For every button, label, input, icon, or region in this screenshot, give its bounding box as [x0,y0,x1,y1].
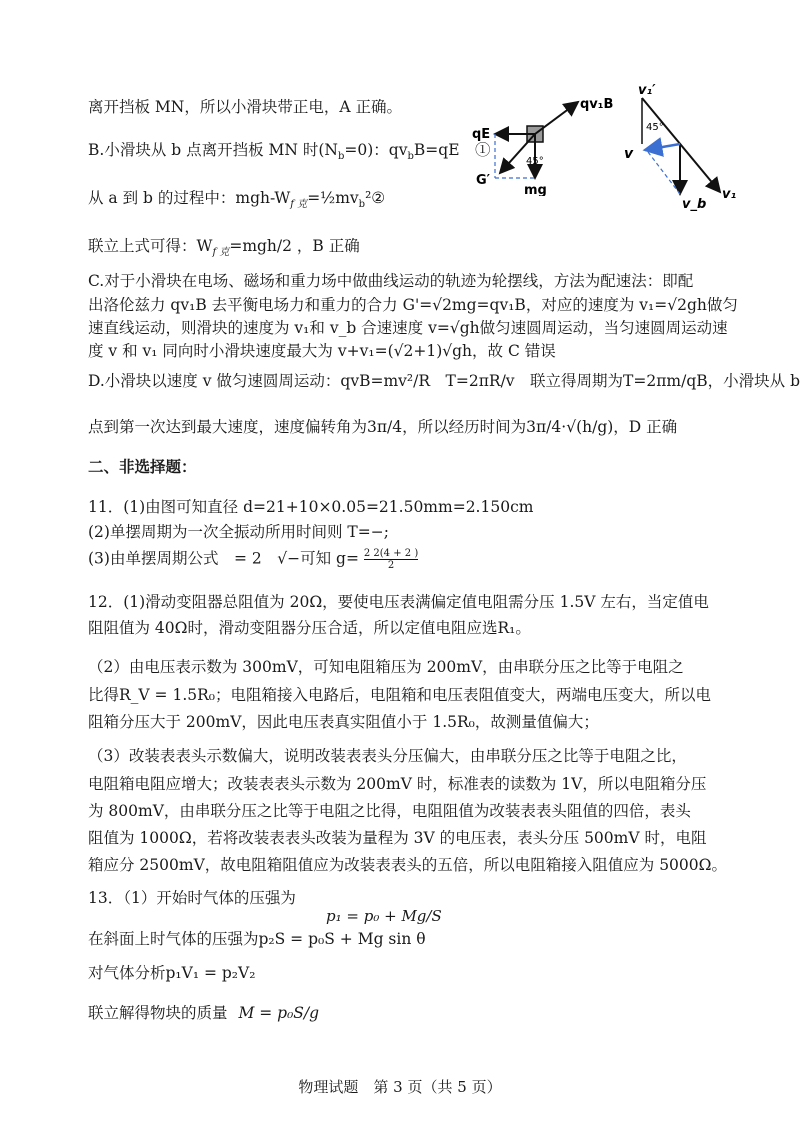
text-line-8: 度 v 和 v₁ 同向时小滑块速度最大为 v+v₁=(√2+1)√gh，故 C 错误 [88,342,556,360]
line4-part1: 联立上式可得：W [88,237,213,255]
angle-label-2: 45° [646,122,664,133]
text-line-4 [88,236,360,263]
text-line-22: 为 800mV，由串联分压之比等于电阻之比得，电阻阻值为改装表表头阻值的四倍，表头 [88,802,691,820]
text-line-17: （2）由电压表示数为 300mV，可知电阻箱压为 200mV，由串联分压之比等于电阻之 [88,658,684,676]
text-line-24: 箱应分 2500mV，故电阻箱阻值应为改装表表头的五倍，所以电阻箱接入阻值应为 5000Ω。 [88,856,727,874]
line4-part2: =mgh/2 ，B 正确 [229,237,360,255]
text-line-20: （3）改装表表头示数偏大，说明改装表表头分压偏大，由串联分压之比等于电阻之比， [88,747,687,765]
text-line-9: D.小滑块以速度 v 做匀速圆周运动：qvB=mv²/R T=2πR/v 联立得周期为T=2πm/qB，小滑块从 b [88,372,800,390]
dashed-blue [648,152,680,194]
velocity-diagram [620,82,760,212]
line3-part2: =½mv [307,189,359,207]
text-line-12: 11．(1)由图可知直径 d=21+10×0.05=21.50mm=2.150cm [88,498,534,516]
line2-part2: =0)：qv [344,141,408,159]
line14-numerator: 2 2(4 + 2 ) [363,548,419,559]
v-label: v [624,146,634,162]
text-line-14 [88,548,418,571]
section-heading: 二、非选择题： [88,457,197,476]
text-line-16: 阻阻值为 40Ω时，滑动变阻器分压合适，所以定值电阻应选R₁。 [88,619,531,637]
text-line-27: 在斜面上时气体的压强为p₂S = p₀S + Mg sin θ [88,930,426,948]
mg-label: mg [524,183,547,196]
angle-label-1: 45° [526,156,544,167]
line3-part1: 从 a 到 b 的过程中：mgh-W [88,189,291,207]
line4-sub1: f 克 [212,247,230,259]
text-line-7: 速直线运动，则滑块的速度为 v₁和 v_b 合速速度 v=√gh做匀速圆周运动，当匀速圆周运动速 [88,319,728,337]
text-line-13: (2)单摆周期为一次全振动所用时间则 T=−; [88,523,389,541]
line2-sub1: b [338,151,345,163]
text-line-3 [88,188,385,215]
g-prime-label: G′ [476,173,491,188]
formula-p1: p₁ = p₀ + Mg/S [326,907,442,925]
v1-prime-label: v₁′ [638,83,656,98]
vb-label: v_b [682,197,707,212]
line2-part1: B.小滑块从 b 点离开挡板 MN 时(N [88,141,338,159]
text-line-21: 电阻箱电阻应增大；改装表表头示数为 200mV 时，标准表的读数为 1V，所以电阻箱分压 [88,775,707,793]
line3-sub2: b [358,199,366,211]
line2-part3: B=qE ① [413,141,491,159]
text-line-2 [88,140,491,167]
line3-part3: ²② [365,189,386,207]
force-diagram [470,86,620,196]
qv1b-arrow [535,102,578,134]
v1-label: v₁ [722,187,737,202]
text-line-1: 离开挡板 MN，所以小滑块带正电，A 正确。 [88,98,402,116]
qe-label: qE [472,127,491,142]
text-line-29 [88,1003,319,1023]
v-arrow-blue [645,144,680,150]
text-line-10: 点到第一次达到最大速度，速度偏转角为3π/4，所以经历时间为3π/4·√(h/g)，D 正确 [88,418,678,436]
text-line-28: 对气体分析p₁V₁ = p₂V₂ [88,964,256,982]
line2-sub2: b [407,151,414,163]
text-line-18: 比得R_V = 1.5R₀；电阻箱接入电路后，电阻箱和电压表阻值变大，两端电压变大，所以电 [88,686,711,704]
line3-sub1: f 克 [290,199,308,211]
page-footer: 物理试题 第 3 页（共 5 页） [298,1078,502,1096]
text-line-25: 13．（1）开始时气体的压强为 [88,889,296,907]
text-line-6: 出洛伦兹力 qv₁B 去平衡电场力和重力的合力 G'=√2mg=qv₁B，对应的速度为 v₁=√2gh做匀 [88,296,738,314]
g-prime-arrow [500,134,535,173]
text-line-19: 阻箱分压大于 200mV，因此电压表真实阻值小于 1.5R₀，故测量值偏大； [88,713,599,731]
text-line-15: 12．(1)滑动变阻器总阻值为 20Ω，要使电压表满偏定值电阻需分压 1.5V 左右，当定值电 [88,593,709,611]
line14-denominator: 2 [387,560,395,571]
text-line-23: 阻值为 1000Ω，若将改装表表头改装为量程为 3V 的电压表，表头分压 500mV 时，电阻 [88,829,707,847]
formula-mass: M = p₀S/g [238,1004,320,1022]
text-line-5: C.对于小滑块在电场、磁场和重力场中做曲线运动的轨迹为轮摆线，方法为配速法：即配 [88,272,694,290]
line14-part1: (3)由单摆周期公式 = 2 √−可知 g= [88,549,359,568]
qv1b-label: qv₁B [580,97,614,112]
line29-part1: 联立解得物块的质量 [88,1004,228,1022]
